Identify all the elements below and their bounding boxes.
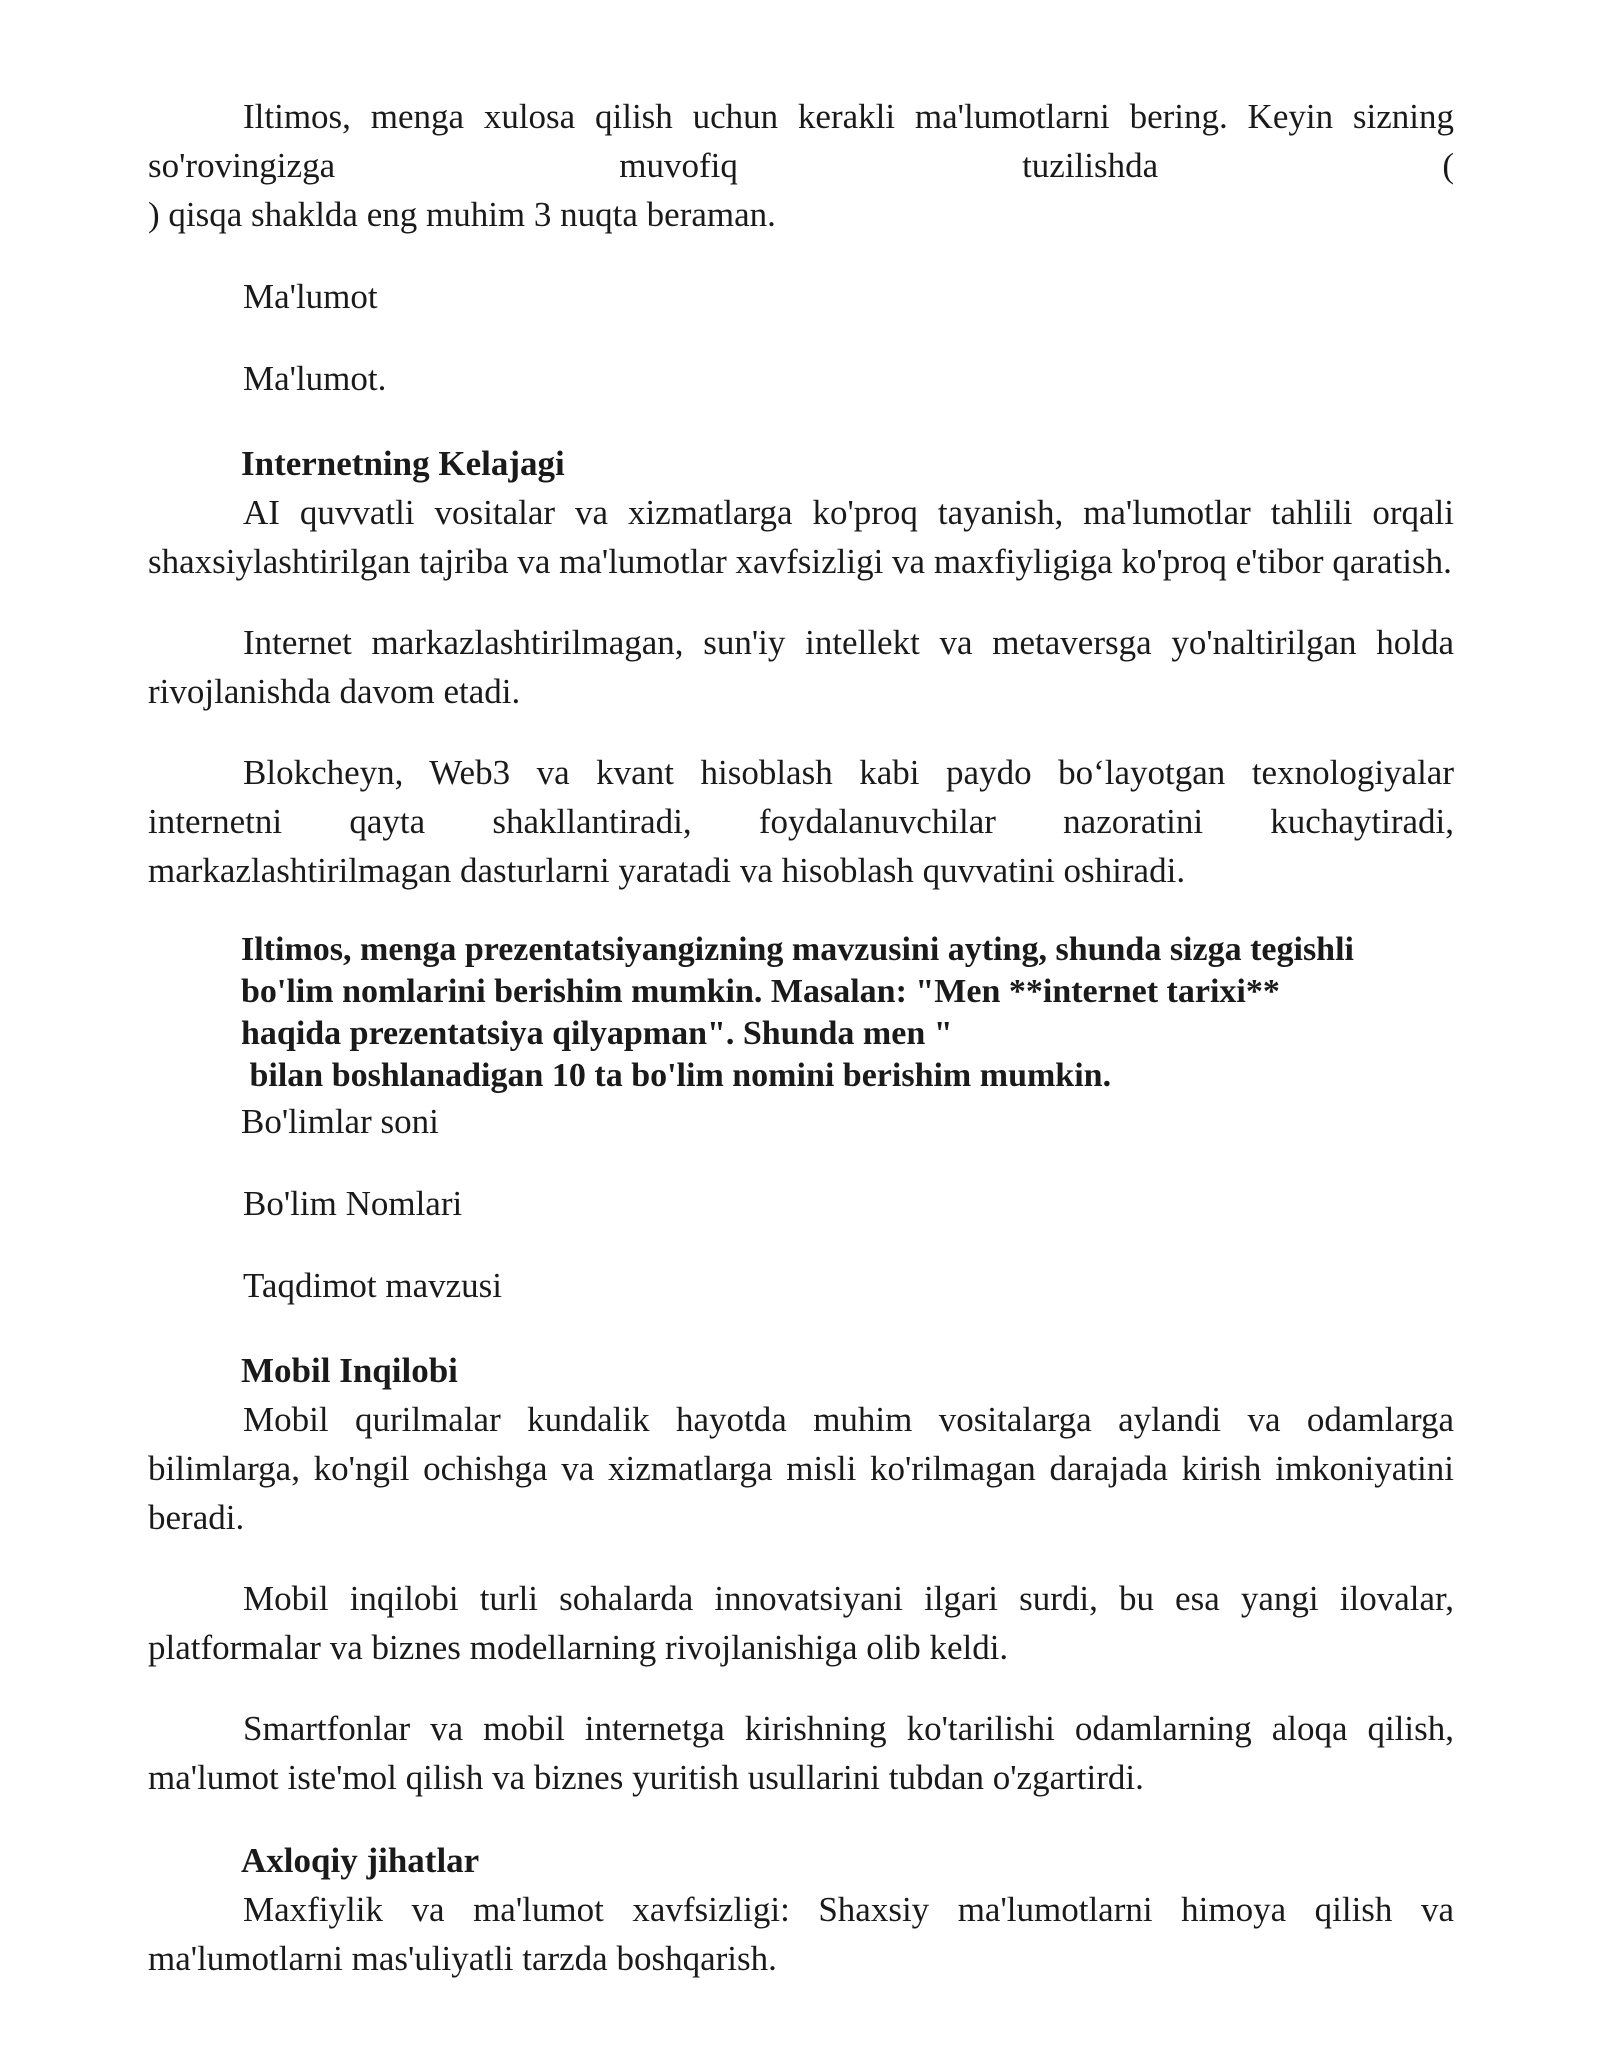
malumot-label-1: Ma'lumot	[243, 277, 378, 316]
intro-word-2: muvofiq	[619, 146, 738, 185]
intro-line-1: Iltimos, menga xulosa qilish uchun kerakli ma'lumotlarni bering. Keyin sizning	[243, 97, 1454, 136]
mobil-paragraph-3: Smartfonlar va mobil internetga kirishning ko'tarilishi odamlarning aloqa qilish, ma'lumot iste'mol qilish va biznes yuritish usullarini tubdan o'zgartirdi.	[148, 1709, 1454, 1797]
axloq-paragraph-1: Maxfiylik va ma'lumot xavfsizligi: Shaxsiy ma'lumotlarni himoya qilish va ma'lumotlarni mas'uliyatli tarzda boshqarish.	[148, 1890, 1454, 1978]
field-bolim-nomlari: Bo'lim Nomlari	[243, 1184, 463, 1223]
heading-mobil-inqilobi: Mobil Inqilobi	[241, 1351, 458, 1390]
intro-word-1: so'rovingizga	[148, 146, 336, 185]
prompt-line-2: bo'lim nomlarini berishim mumkin. Masalan: "Men **internet tarixi**	[241, 973, 1280, 1010]
prompt-line-3: haqida prezentatsiya qilyapman". Shunda men "	[241, 1015, 953, 1052]
malumot-label-2: Ma'lumot.	[243, 359, 387, 398]
mobil-paragraph-1: Mobil qurilmalar kundalik hayotda muhim vositalarga aylandi va odamlarga bilimlarga, ko'ngil ochishga va xizmatlarga misli ko'rilmagan darajada kirish imkoniyatini beradi.	[148, 1400, 1454, 1537]
field-bolimlar-soni: Bo'limlar soni	[241, 1102, 439, 1141]
prompt-line-4: bilan boshlanadigan 10 ta bo'lim nomini berishim mumkin.	[241, 1057, 1112, 1094]
intro-word-4: (	[1442, 146, 1454, 185]
internet-paragraph-3: Blokcheyn, Web3 va kvant hisoblash kabi paydo bo‘layotgan texnologiyalar internetni qayta shakllantiradi, foydalanuvchilar nazoratini kuchaytiradi, markazlashtirilmagan dasturlarni yaratadi va hisoblash quvvatini oshiradi.	[148, 753, 1454, 890]
internet-paragraph-2: Internet markazlashtirilmagan, sun'iy intellekt va metaversga yo'naltirilgan holda rivojlanishda davom etadi.	[148, 623, 1454, 711]
heading-internetning-kelajagi: Internetning Kelajagi	[241, 444, 565, 483]
intro-line-3: ) qisqa shaklda eng muhim 3 nuqta beraman.	[148, 195, 776, 234]
prompt-line-1: Iltimos, menga prezentatsiyangizning mavzusini ayting, shunda sizga tegishli	[241, 931, 1354, 968]
internet-paragraph-1: AI quvvatli vositalar va xizmatlarga ko'proq tayanish, ma'lumotlar tahlili orqali shaxsiylashtirilgan tajriba va ma'lumotlar xavfsizligi va maxfiyligiga ko'proq e'tibor qaratish.	[148, 493, 1454, 581]
intro-word-3: tuzilishda	[1022, 146, 1159, 185]
prompt-block	[241, 929, 1461, 1097]
heading-axloqiy-jihatlar: Axloqiy jihatlar	[241, 1841, 480, 1880]
document-page	[148, 92, 1454, 1983]
mobil-paragraph-2: Mobil inqilobi turli sohalarda innovatsiyani ilgari surdi, bu esa yangi ilovalar, platformalar va biznes modellarning rivojlanishiga olib keldi.	[148, 1579, 1454, 1667]
intro-line-2	[148, 141, 1454, 190]
field-taqdimot-mavzusi: Taqdimot mavzusi	[243, 1266, 503, 1305]
